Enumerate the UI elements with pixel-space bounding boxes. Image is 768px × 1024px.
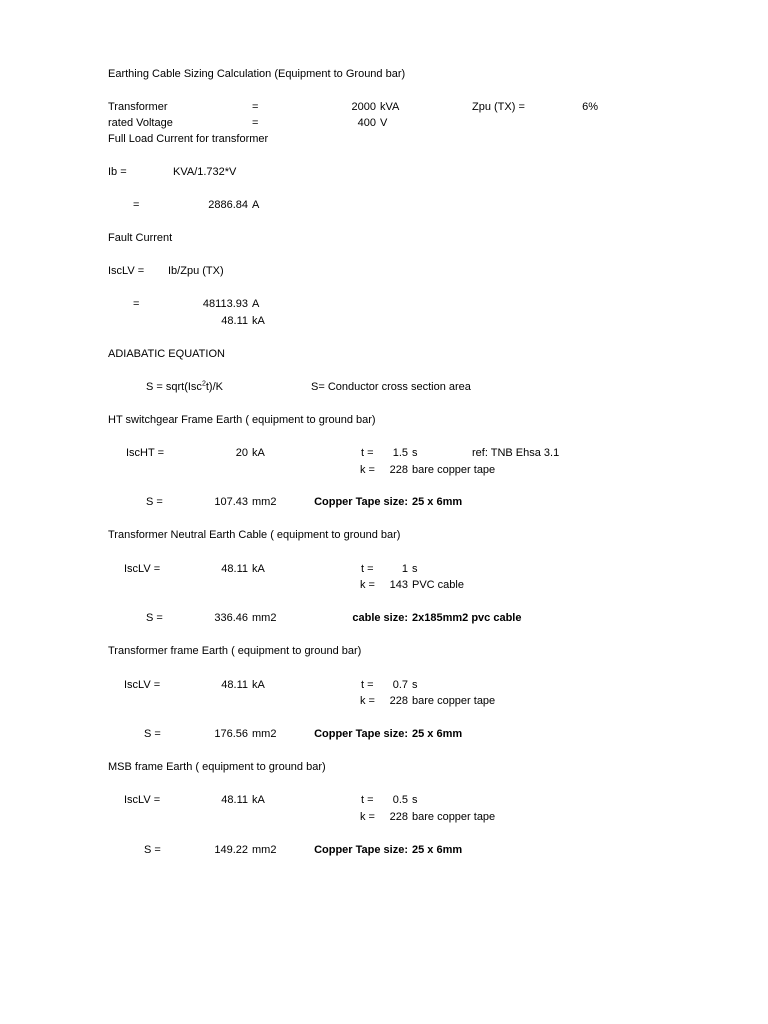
isc-label: IscLV = (124, 794, 161, 806)
size-label: Copper Tape size: (314, 728, 408, 740)
s-label: S = (144, 728, 161, 740)
s-label: S = (144, 844, 161, 856)
s-unit: mm2 (252, 844, 277, 856)
page-title: Earthing Cable Sizing Calculation (Equipment to Ground bar) (108, 68, 406, 80)
k-description: bare copper tape (412, 811, 496, 823)
isc-unit: kA (252, 794, 265, 806)
t-label: t = (361, 794, 374, 806)
k-description: bare copper tape (412, 464, 496, 476)
k-label: k = (360, 695, 375, 707)
fault-formula: Ib/Zpu (TX) (168, 265, 224, 277)
isc-value: 20 (235, 447, 248, 459)
isc-label: IscHT = (126, 447, 165, 459)
t-value: 1 (401, 563, 408, 575)
reference-note: ref: TNB Ehsa 3.1 (472, 447, 560, 459)
isc-label: IscLV = (124, 679, 161, 691)
flc-formula: KVA/1.732*V (173, 166, 237, 178)
fault-formula-label: IscLV = (108, 265, 145, 277)
s-unit: mm2 (252, 612, 277, 624)
fault-heading: Fault Current (108, 232, 173, 244)
zpu-value: 6% (582, 101, 598, 113)
k-label: k = (360, 579, 375, 591)
s-value: 107.43 (214, 496, 248, 508)
adiabatic-note: S= Conductor cross section area (311, 381, 471, 393)
section-heading: Transformer frame Earth ( equipment to ground bar) (108, 645, 362, 657)
section-heading: MSB frame Earth ( equipment to ground bar) (108, 761, 326, 773)
s-unit: mm2 (252, 496, 277, 508)
k-label: k = (360, 811, 375, 823)
size-value: 25 x 6mm (412, 844, 463, 856)
flc-formula-label: Ib = (108, 166, 127, 178)
size-label: cable size: (352, 612, 408, 624)
size-value: 25 x 6mm (412, 496, 463, 508)
isc-value: 48.11 (221, 679, 248, 691)
k-label: k = (360, 464, 375, 476)
fault-unit-ka: kA (252, 315, 265, 327)
isc-value: 48.11 (221, 563, 248, 575)
k-value: 228 (389, 811, 408, 823)
section-heading: HT switchgear Frame Earth ( equipment to ground bar) (108, 414, 376, 426)
s-value: 336.46 (214, 612, 248, 624)
size-label: Copper Tape size: (314, 496, 408, 508)
transformer-equals: = (252, 101, 259, 113)
flc-unit: A (252, 199, 260, 211)
s-unit: mm2 (252, 728, 277, 740)
t-unit: s (412, 563, 418, 575)
k-value: 228 (389, 464, 408, 476)
t-label: t = (361, 447, 374, 459)
adiabatic-heading: ADIABATIC EQUATION (108, 348, 225, 360)
t-unit: s (412, 447, 418, 459)
isc-unit: kA (252, 679, 265, 691)
voltage-value: 400 (357, 117, 376, 129)
voltage-equals: = (252, 117, 259, 129)
t-value: 0.7 (392, 679, 408, 691)
s-value: 149.22 (214, 844, 248, 856)
size-value: 2x185mm2 pvc cable (412, 612, 522, 624)
t-label: t = (361, 563, 374, 575)
fault-equals: = (133, 298, 140, 310)
t-label: t = (361, 679, 374, 691)
k-value: 143 (389, 579, 408, 591)
voltage-label: rated Voltage (108, 117, 173, 129)
t-unit: s (412, 679, 418, 691)
k-description: PVC cable (412, 579, 464, 591)
size-label: Copper Tape size: (314, 844, 408, 856)
fault-value-ka: 48.11 (221, 315, 248, 327)
zpu-label: Zpu (TX) = (472, 101, 525, 113)
t-value: 1.5 (392, 447, 408, 459)
s-label: S = (146, 612, 163, 624)
adiabatic-formula: S = sqrt(Isc$^2$t)/K (146, 380, 223, 393)
transformer-value: 2000 (351, 101, 376, 113)
t-unit: s (412, 794, 418, 806)
transformer-label: Transformer (108, 101, 168, 113)
k-value: 228 (389, 695, 408, 707)
voltage-unit: V (380, 117, 388, 129)
t-value: 0.5 (392, 794, 408, 806)
size-value: 25 x 6mm (412, 728, 463, 740)
flc-heading: Full Load Current for transformer (108, 133, 269, 145)
transformer-unit: kVA (380, 101, 400, 113)
isc-unit: kA (252, 447, 265, 459)
fault-unit-a: A (252, 298, 260, 310)
s-label: S = (146, 496, 163, 508)
fault-value-a: 48113.93 (202, 298, 248, 310)
isc-unit: kA (252, 563, 265, 575)
flc-value: 2886.84 (208, 199, 248, 211)
k-description: bare copper tape (412, 695, 496, 707)
isc-label: IscLV = (124, 563, 161, 575)
isc-value: 48.11 (221, 794, 248, 806)
section-heading: Transformer Neutral Earth Cable ( equipment to ground bar) (108, 529, 401, 541)
flc-equals: = (133, 199, 140, 211)
s-value: 176.56 (214, 728, 248, 740)
